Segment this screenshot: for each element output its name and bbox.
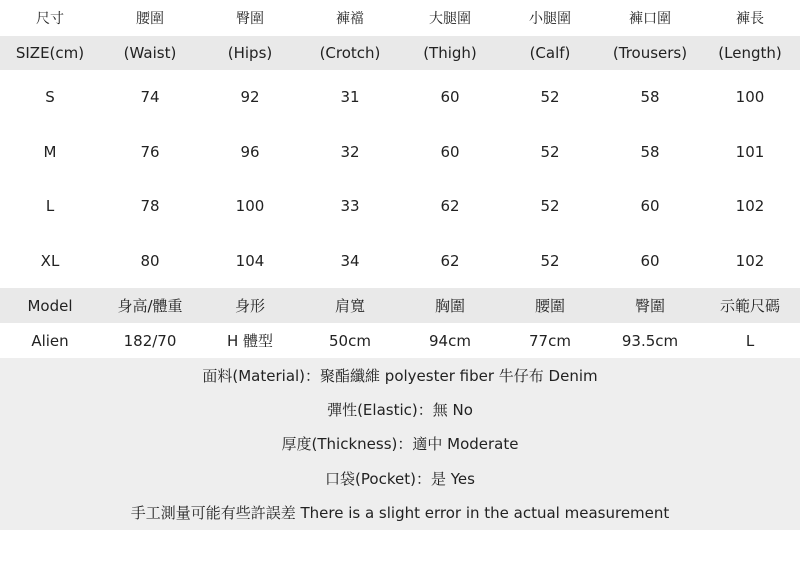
model-header-shoulder: 肩寬 <box>334 297 365 315</box>
thickness-note: 厚度(Thickness)：適中 Moderate <box>281 435 519 454</box>
calf-cell: 52 <box>540 142 560 161</box>
length-cell: 102 <box>735 251 765 270</box>
elastic-note: 彈性(Elastic)：無 No <box>327 401 473 420</box>
waist-cell: 74 <box>140 88 160 107</box>
model-height-weight: 182/70 <box>123 331 177 350</box>
model-header-body-shape: 身形 <box>234 297 265 315</box>
bottom-margin <box>0 530 800 566</box>
material-note: 面料(Material)：聚酯纖維 polyester fiber 牛仔布 Denim <box>202 366 598 385</box>
header-chinese-row <box>0 0 800 36</box>
model-chest: 94cm <box>429 331 471 350</box>
header-zh-waist: 腰圍 <box>136 11 164 27</box>
size-table-body <box>0 70 800 288</box>
product-notes <box>0 358 800 530</box>
size-cell: S <box>45 88 55 107</box>
model-header-row <box>0 288 800 323</box>
thigh-cell: 62 <box>440 251 460 270</box>
header-en-calf: (Calf) <box>529 44 571 62</box>
model-data-row <box>0 323 800 358</box>
trousers-cell: 60 <box>640 197 660 216</box>
waist-cell: 80 <box>140 251 160 270</box>
length-cell: 101 <box>735 142 765 161</box>
crotch-cell: 33 <box>340 197 360 216</box>
header-en-trousers: (Trousers) <box>612 44 688 62</box>
calf-cell: 52 <box>540 251 560 270</box>
header-zh-hips: 臀圍 <box>236 11 264 27</box>
crotch-cell: 31 <box>340 88 360 107</box>
header-zh-crotch: 褲襠 <box>336 11 364 27</box>
header-zh-length: 褲長 <box>736 11 764 27</box>
model-waist: 77cm <box>529 331 571 350</box>
hips-cell: 100 <box>235 197 265 216</box>
length-cell: 100 <box>735 88 765 107</box>
model-shoulder: 50cm <box>329 331 371 350</box>
model-header-demo-size: 示範尺碼 <box>719 297 780 315</box>
model-header-chest: 胸圍 <box>434 297 465 315</box>
waist-cell: 78 <box>140 197 160 216</box>
model-header-hips: 臀圍 <box>634 297 665 315</box>
calf-cell: 52 <box>540 197 560 216</box>
model-body-shape: H 體型 <box>226 332 274 350</box>
thigh-cell: 60 <box>440 88 460 107</box>
model-demo-size: L <box>745 331 755 350</box>
size-cell: XL <box>40 251 60 270</box>
thigh-cell: 62 <box>440 197 460 216</box>
header-zh-size: 尺寸 <box>36 11 64 27</box>
size-cell: M <box>43 142 57 161</box>
hips-cell: 92 <box>240 88 260 107</box>
calf-cell: 52 <box>540 88 560 107</box>
trousers-cell: 58 <box>640 142 660 161</box>
model-header-waist: 腰圍 <box>534 297 565 315</box>
trousers-cell: 60 <box>640 251 660 270</box>
model-hips: 93.5cm <box>621 331 679 350</box>
table-row <box>0 234 800 289</box>
pocket-note: 口袋(Pocket)：是 Yes <box>325 469 475 488</box>
length-cell: 102 <box>735 197 765 216</box>
table-row <box>0 179 800 234</box>
header-zh-calf: 小腿圍 <box>529 11 571 27</box>
hips-cell: 104 <box>235 251 265 270</box>
header-zh-thigh: 大腿圍 <box>429 11 471 27</box>
header-en-crotch: (Crotch) <box>319 44 381 62</box>
table-row <box>0 125 800 180</box>
crotch-cell: 34 <box>340 251 360 270</box>
trousers-cell: 58 <box>640 88 660 107</box>
hips-cell: 96 <box>240 142 260 161</box>
crotch-cell: 32 <box>340 142 360 161</box>
header-en-length: (Length) <box>718 44 782 62</box>
header-zh-trousers: 褲口圍 <box>629 11 671 27</box>
header-en-thigh: (Thigh) <box>423 44 477 62</box>
model-header-height-weight: 身高/體重 <box>117 297 183 315</box>
header-en-waist: (Waist) <box>123 44 177 62</box>
table-row <box>0 70 800 125</box>
header-en-size: SIZE(cm) <box>15 44 85 62</box>
thigh-cell: 60 <box>440 142 460 161</box>
model-name: Alien <box>31 331 69 350</box>
waist-cell: 76 <box>140 142 160 161</box>
header-english-row <box>0 36 800 70</box>
header-en-hips: (Hips) <box>227 44 273 62</box>
measurement-disclaimer: 手工測量可能有些許誤差 There is a slight error in the actual measurement <box>130 504 670 523</box>
size-cell: L <box>45 197 55 216</box>
model-header-model: Model <box>27 296 73 315</box>
